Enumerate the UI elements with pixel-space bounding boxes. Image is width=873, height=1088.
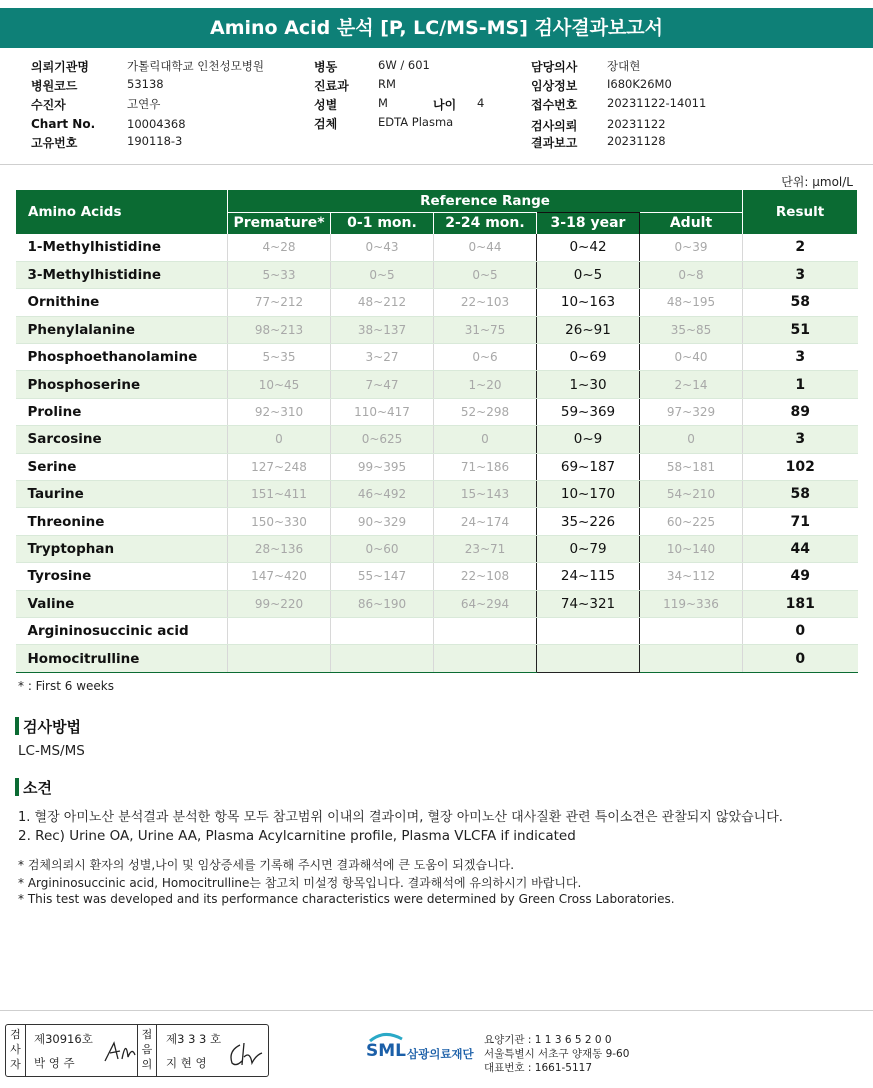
table-row xyxy=(16,617,858,644)
reference-value: 48~195 xyxy=(640,289,743,316)
amino-acid-name: Threonine xyxy=(16,508,228,535)
result-value: 71 xyxy=(743,508,858,535)
reference-value: 22~108 xyxy=(434,563,537,590)
approver-license: 제3 3 3 호 xyxy=(166,1032,222,1046)
reference-value: 5~35 xyxy=(228,344,331,371)
report-value: 20231128 xyxy=(607,134,666,148)
ref-col-3-18-year: 3-18 year xyxy=(537,212,640,234)
result-value: 0 xyxy=(743,617,858,644)
table-row xyxy=(16,453,858,480)
reference-value: 64~294 xyxy=(434,590,537,617)
doctor-value: 장대현 xyxy=(607,59,641,73)
reference-value: 10~163 xyxy=(537,289,640,316)
unique-no-value: 190118-3 xyxy=(127,134,183,148)
reference-value: 74~321 xyxy=(537,590,640,617)
note-3: * This test was developed and its performance characteristics were determined by Green Cross Laboratories. xyxy=(18,892,675,906)
ref-col-0-1-mon: 0-1 mon. xyxy=(331,212,434,234)
section-marker xyxy=(15,778,19,796)
reference-value xyxy=(434,645,537,672)
reference-value: 55~147 xyxy=(331,563,434,590)
reference-value: 46~492 xyxy=(331,481,434,508)
patient-info xyxy=(0,56,873,151)
amino-acid-name: Tyrosine xyxy=(16,563,228,590)
reference-value: 98~213 xyxy=(228,316,331,343)
reference-value: 0 xyxy=(228,426,331,453)
table-row xyxy=(16,645,858,672)
reference-value: 48~212 xyxy=(331,289,434,316)
ward-label: 병동 xyxy=(314,60,338,74)
reference-value: 7~47 xyxy=(331,371,434,398)
reference-value: 0 xyxy=(434,426,537,453)
result-header: Result xyxy=(743,190,858,234)
reference-value: 24~174 xyxy=(434,508,537,535)
reference-value xyxy=(537,617,640,644)
findings-line-1: 1. 혈장 아미노산 분석결과 분석한 항목 모두 참고범위 이내의 결과이며, 혈장 아미노산 대사질환 관련 특이소견은 관찰되지 않았습니다. xyxy=(18,810,783,825)
doctor-label: 담당의사 xyxy=(531,60,578,74)
clinical-value: I680K26M0 xyxy=(607,77,672,91)
ref-col-adult: Adult xyxy=(640,212,743,234)
reference-value: 0~625 xyxy=(331,426,434,453)
reference-value: 60~225 xyxy=(640,508,743,535)
amino-acid-name: Phosphoethanolamine xyxy=(16,344,228,371)
reference-value: 0~69 xyxy=(537,344,640,371)
examiner-label: 검 사 자 xyxy=(6,1025,26,1076)
note-2: * Argininosuccinic acid, Homocitrulline는 참고치 미설정 항목입니다. 결과해석에 유의하시기 바랍니다. xyxy=(18,876,582,890)
reference-value: 38~137 xyxy=(331,316,434,343)
table-row xyxy=(16,426,858,453)
chart-no-label: Chart No. xyxy=(31,117,96,131)
result-value: 1 xyxy=(743,371,858,398)
reference-value: 58~181 xyxy=(640,453,743,480)
reference-value: 0~40 xyxy=(640,344,743,371)
reference-value: 97~329 xyxy=(640,398,743,425)
reference-value xyxy=(331,617,434,644)
reference-value: 92~310 xyxy=(228,398,331,425)
approver-name: 지 현 영 xyxy=(166,1056,207,1070)
specimen-label: 검체 xyxy=(314,117,338,131)
reference-value: 2~14 xyxy=(640,371,743,398)
reference-value: 0~8 xyxy=(640,261,743,288)
reference-value: 15~143 xyxy=(434,481,537,508)
logo-text: SML xyxy=(366,1041,406,1061)
amino-acid-name: Ornithine xyxy=(16,289,228,316)
reference-value: 10~170 xyxy=(537,481,640,508)
method-title: 검사방법 xyxy=(23,718,81,736)
reference-value: 86~190 xyxy=(331,590,434,617)
hospital-code-value: 53138 xyxy=(127,77,164,91)
reference-value: 151~411 xyxy=(228,481,331,508)
reference-value xyxy=(228,645,331,672)
reference-value: 90~329 xyxy=(331,508,434,535)
reference-value: 0~79 xyxy=(537,535,640,562)
reference-value: 0~39 xyxy=(640,234,743,261)
lab-address: 서울특별시 서초구 양재동 9-60 xyxy=(484,1048,630,1060)
reference-value: 59~369 xyxy=(537,398,640,425)
reference-value: 28~136 xyxy=(228,535,331,562)
reference-value: 0~42 xyxy=(537,234,640,261)
reference-value: 23~71 xyxy=(434,535,537,562)
table-row xyxy=(16,234,858,261)
table-row xyxy=(16,344,858,371)
method-text: LC-MS/MS xyxy=(18,743,85,759)
report-title: Amino Acid 분석 [P, LC/MS-MS] 검사결과보고서 xyxy=(0,8,873,48)
reference-value: 26~91 xyxy=(537,316,640,343)
amino-acid-name: Serine xyxy=(16,453,228,480)
findings-line-2: 2. Rec) Urine OA, Urine AA, Plasma Acylcarnitine profile, Plasma VLCFA if indicated xyxy=(18,828,576,844)
ward-value: 6W / 601 xyxy=(378,58,430,72)
approver-label: 접 음 의 xyxy=(137,1025,157,1076)
result-value: 102 xyxy=(743,453,858,480)
result-value: 44 xyxy=(743,535,858,562)
method-section-title xyxy=(15,716,81,737)
reference-value: 0~43 xyxy=(331,234,434,261)
amino-acid-name: Homocitrulline xyxy=(16,645,228,672)
amino-acid-name: Phenylalanine xyxy=(16,316,228,343)
section-marker xyxy=(15,717,19,735)
institution-label: 의뢰기관명 xyxy=(31,60,89,74)
result-value: 51 xyxy=(743,316,858,343)
table-row xyxy=(16,590,858,617)
sex-value: M xyxy=(378,96,388,110)
age-label: 나이 xyxy=(433,98,457,112)
result-value: 89 xyxy=(743,398,858,425)
department-value: RM xyxy=(378,77,396,91)
result-value: 2 xyxy=(743,234,858,261)
findings-section-title xyxy=(15,777,52,798)
age-value: 4 xyxy=(477,96,485,110)
reference-value: 22~103 xyxy=(434,289,537,316)
amino-acid-name: Tryptophan xyxy=(16,535,228,562)
reference-value: 127~248 xyxy=(228,453,331,480)
lab-code: 요양기관 : 1 1 3 6 5 2 0 0 xyxy=(484,1034,612,1046)
result-value: 3 xyxy=(743,426,858,453)
reference-value: 1~20 xyxy=(434,371,537,398)
report-label: 결과보고 xyxy=(531,136,578,150)
collector-value: 고연우 xyxy=(127,97,161,111)
note-1: * 검체의뢰시 환자의 성별,나이 및 임상증세를 기록해 주시면 결과해석에 큰 도움이 되겠습니다. xyxy=(18,858,515,872)
table-row xyxy=(16,398,858,425)
reference-value: 119~336 xyxy=(640,590,743,617)
institution-value: 가톨릭대학교 인천성모병원 xyxy=(127,59,264,73)
collector-label: 수진자 xyxy=(31,98,66,112)
amino-acid-name: Phosphoserine xyxy=(16,371,228,398)
reference-value: 35~226 xyxy=(537,508,640,535)
result-value: 3 xyxy=(743,344,858,371)
reference-value: 4~28 xyxy=(228,234,331,261)
reference-value: 0~44 xyxy=(434,234,537,261)
reference-value: 54~210 xyxy=(640,481,743,508)
table-row xyxy=(16,535,858,562)
result-value: 3 xyxy=(743,261,858,288)
reference-value: 99~220 xyxy=(228,590,331,617)
reference-value xyxy=(228,617,331,644)
ref-col-2-24-mon: 2-24 mon. xyxy=(434,212,537,234)
reference-value xyxy=(640,645,743,672)
reference-value: 10~140 xyxy=(640,535,743,562)
department-label: 진료과 xyxy=(314,79,349,93)
reference-value: 1~30 xyxy=(537,371,640,398)
clinical-label: 임상정보 xyxy=(531,79,578,93)
result-value: 58 xyxy=(743,481,858,508)
reference-value: 0~5 xyxy=(537,261,640,288)
amino-acid-name: Sarcosine xyxy=(16,426,228,453)
reference-value: 0~9 xyxy=(537,426,640,453)
result-value: 181 xyxy=(743,590,858,617)
reference-value: 77~212 xyxy=(228,289,331,316)
reference-value: 24~115 xyxy=(537,563,640,590)
table-footnote: * : First 6 weeks xyxy=(18,679,114,693)
amino-acids-header: Amino Acids xyxy=(16,190,228,234)
reference-value xyxy=(434,617,537,644)
specimen-value: EDTA Plasma xyxy=(378,115,454,129)
reference-value: 0~6 xyxy=(434,344,537,371)
amino-acid-name: 1-Methylhistidine xyxy=(16,234,228,261)
reference-value: 147~420 xyxy=(228,563,331,590)
examiner-signature xyxy=(102,1037,138,1067)
amino-acid-name: Argininosuccinic acid xyxy=(16,617,228,644)
reference-value: 69~187 xyxy=(537,453,640,480)
result-value: 58 xyxy=(743,289,858,316)
examiner-name: 박 영 주 xyxy=(34,1056,75,1070)
amino-acid-name: Valine xyxy=(16,590,228,617)
unique-no-label: 고유번호 xyxy=(31,136,78,150)
request-label: 검사의뢰 xyxy=(531,119,578,133)
table-row xyxy=(16,289,858,316)
lab-name: 삼광의료재단 xyxy=(407,1047,474,1061)
header-divider xyxy=(0,164,873,165)
examiner-license: 제30916호 xyxy=(34,1032,93,1046)
reference-value: 0~5 xyxy=(331,261,434,288)
reference-value: 3~27 xyxy=(331,344,434,371)
reference-value: 71~186 xyxy=(434,453,537,480)
reference-value xyxy=(640,617,743,644)
table-row xyxy=(16,563,858,590)
unit-label: 단위: µmol/L xyxy=(781,175,853,189)
amino-acid-name: Proline xyxy=(16,398,228,425)
amino-acid-name: 3-Methylhistidine xyxy=(16,261,228,288)
reference-value: 52~298 xyxy=(434,398,537,425)
reference-value: 0~60 xyxy=(331,535,434,562)
reference-value: 31~75 xyxy=(434,316,537,343)
receipt-value: 20231122-14011 xyxy=(607,96,707,110)
chart-no-value: 10004368 xyxy=(127,117,186,131)
reference-value: 34~112 xyxy=(640,563,743,590)
reference-value xyxy=(331,645,434,672)
approver-signature xyxy=(226,1039,264,1069)
reference-value: 0~5 xyxy=(434,261,537,288)
footer-divider xyxy=(0,1010,873,1011)
reference-value: 110~417 xyxy=(331,398,434,425)
result-value: 0 xyxy=(743,645,858,672)
table-row xyxy=(16,316,858,343)
table-row xyxy=(16,508,858,535)
table-row xyxy=(16,481,858,508)
reference-value: 5~33 xyxy=(228,261,331,288)
findings-title: 소견 xyxy=(23,779,52,797)
reference-range-header: Reference Range xyxy=(228,190,743,212)
signature-box xyxy=(5,1024,269,1077)
result-value: 49 xyxy=(743,563,858,590)
amino-acid-name: Taurine xyxy=(16,481,228,508)
request-value: 20231122 xyxy=(607,117,666,131)
reference-value: 150~330 xyxy=(228,508,331,535)
lab-phone: 대표번호 : 1661-5117 xyxy=(484,1062,593,1074)
reference-value: 35~85 xyxy=(640,316,743,343)
receipt-label: 접수번호 xyxy=(531,98,578,112)
sex-label: 성별 xyxy=(314,98,338,112)
reference-value: 10~45 xyxy=(228,371,331,398)
reference-value: 99~395 xyxy=(331,453,434,480)
table-row xyxy=(16,261,858,288)
amino-acid-table xyxy=(15,190,858,673)
hospital-code-label: 병원코드 xyxy=(31,79,78,93)
table-row xyxy=(16,371,858,398)
reference-value xyxy=(537,645,640,672)
reference-value: 0 xyxy=(640,426,743,453)
ref-col-premature: Premature* xyxy=(228,212,331,234)
